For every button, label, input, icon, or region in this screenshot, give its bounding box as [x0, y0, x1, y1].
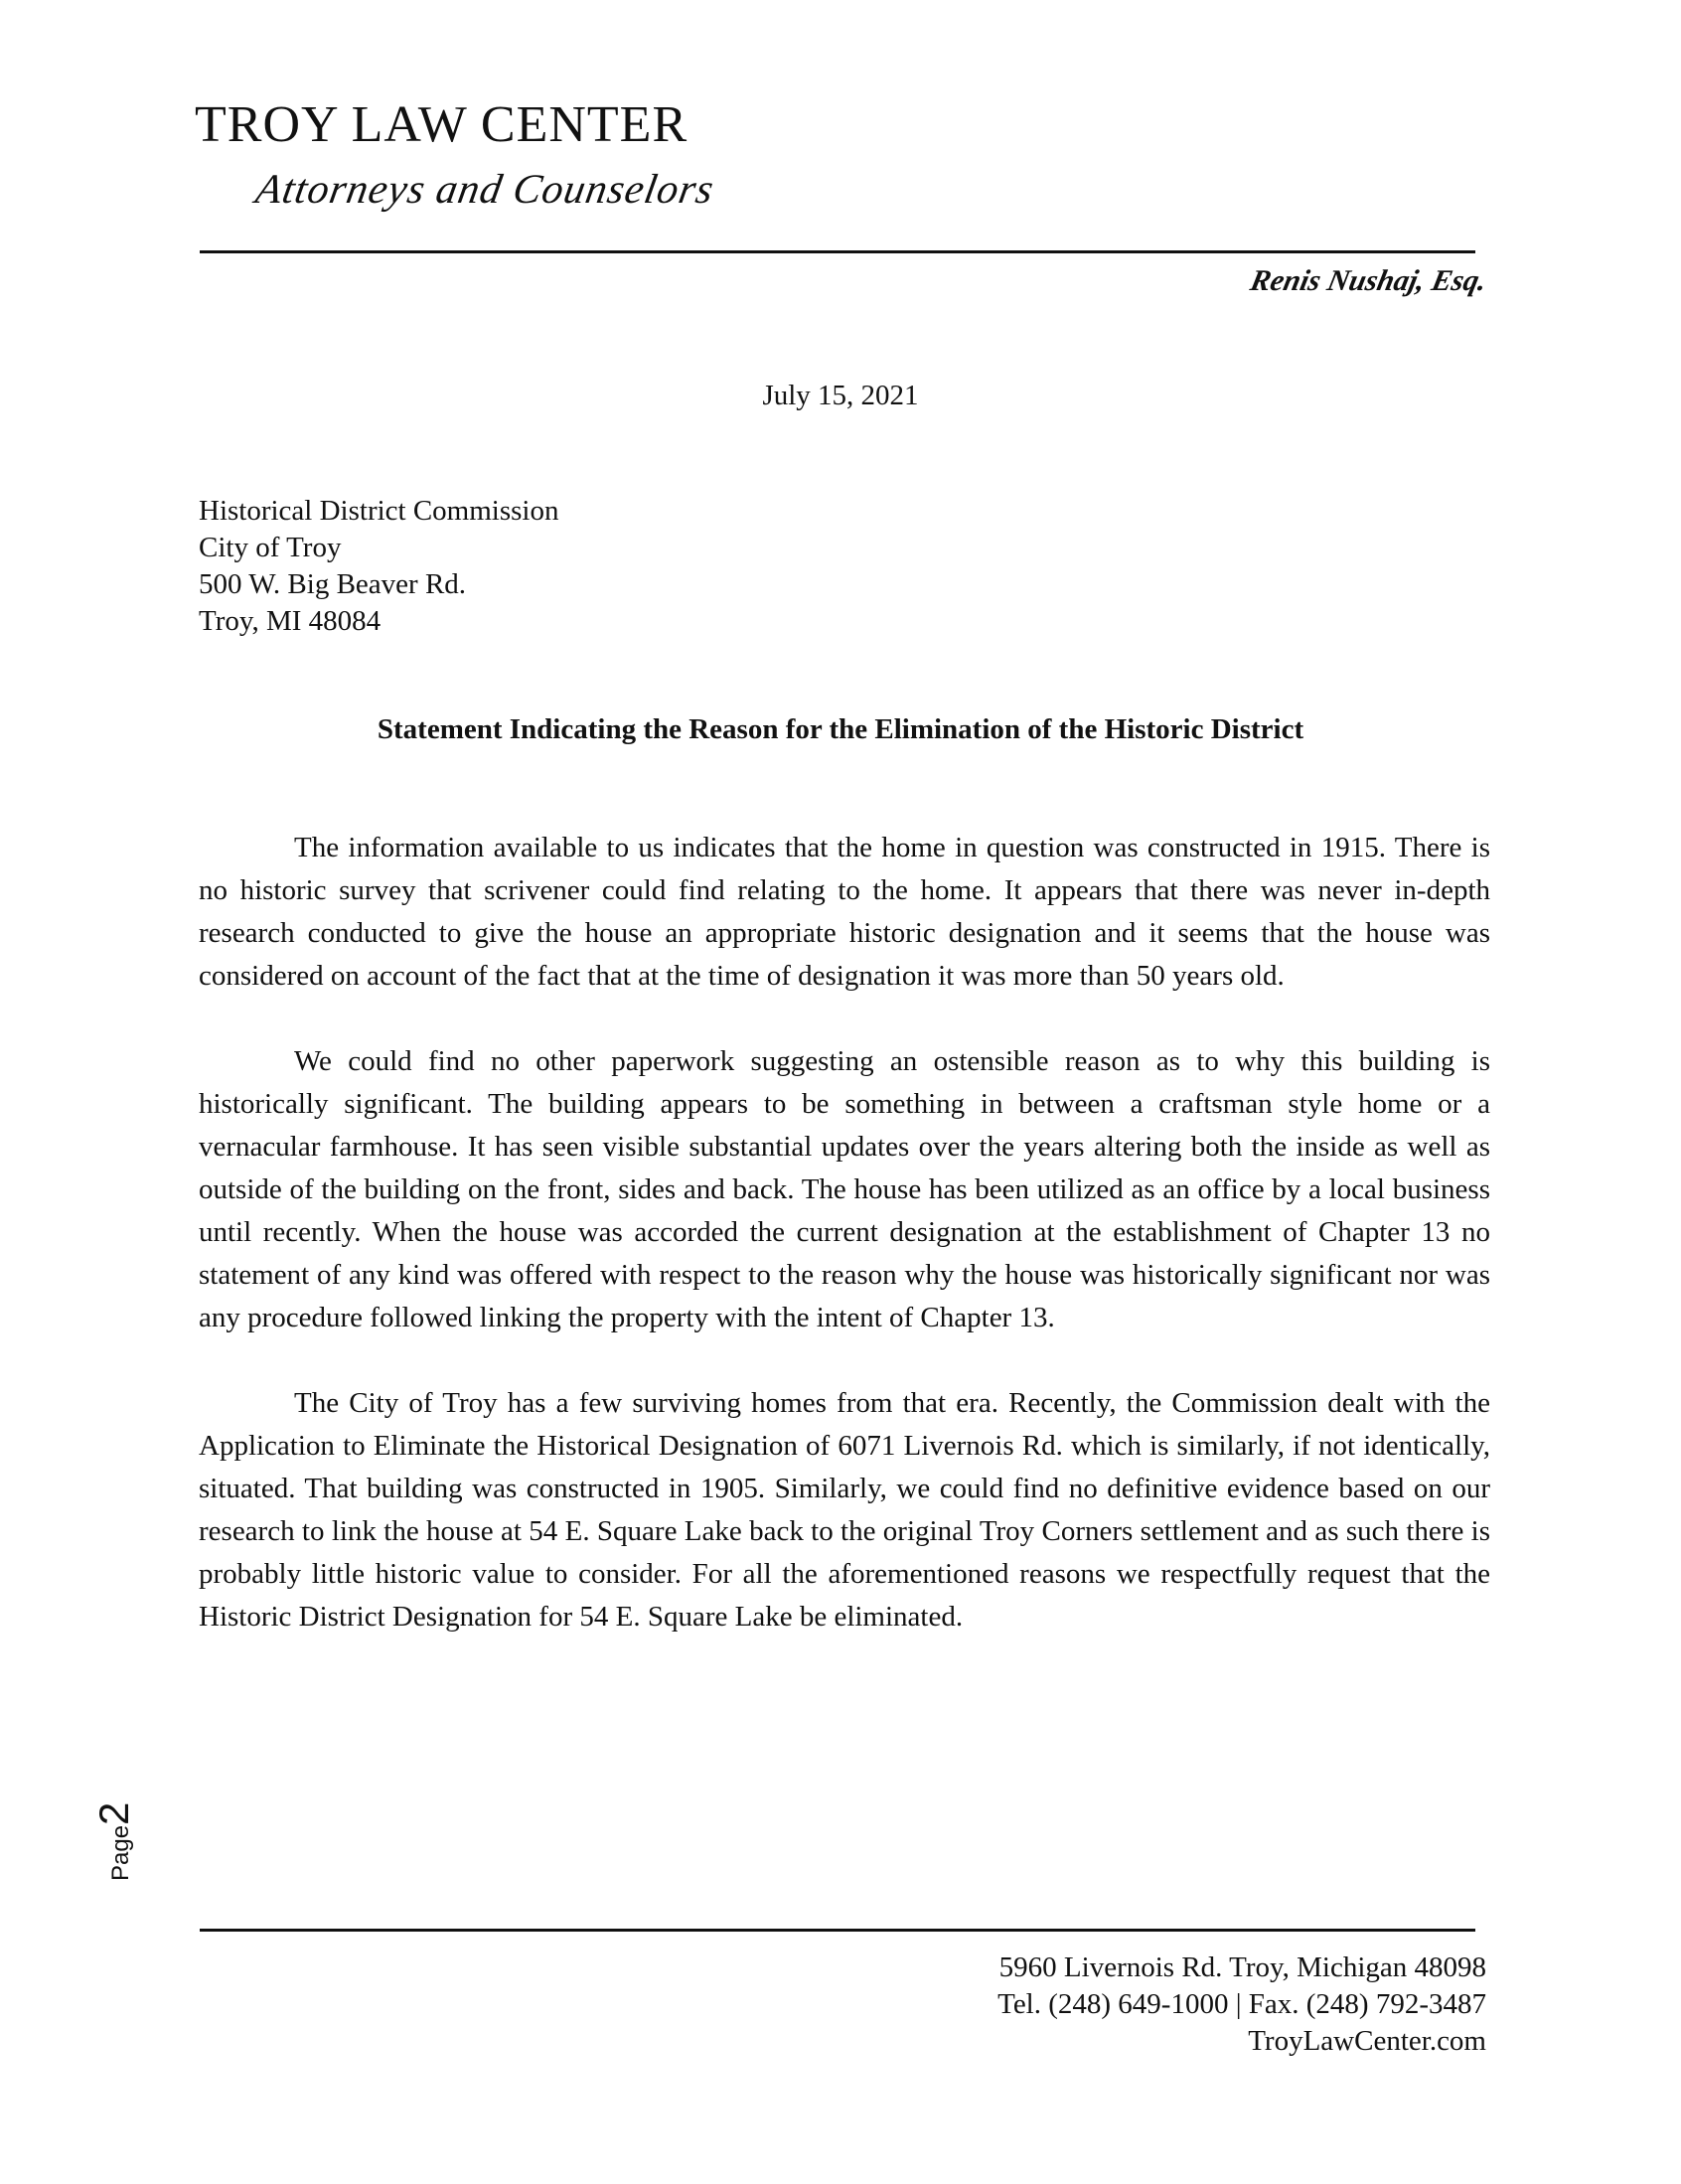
footer-website: TroyLawCenter.com: [1248, 2025, 1486, 2057]
page-label: Page: [107, 1824, 134, 1881]
recipient-line: City of Troy: [199, 532, 342, 563]
footer-contact: [997, 1950, 1486, 2060]
recipient-line: 500 W. Big Beaver Rd.: [199, 568, 467, 600]
letter-subject: Statement Indicating the Reason for the Elimination of the Historic District: [377, 713, 1304, 745]
recipient-line: Historical District Commission: [199, 495, 559, 527]
firm-name: TROY LAW CENTER: [195, 96, 688, 153]
header-divider: [200, 250, 1475, 253]
recipient-address: [199, 493, 559, 640]
letter-body: [199, 827, 1490, 1681]
footer-phone-fax: Tel. (248) 649-1000 | Fax. (248) 792-3487: [997, 1988, 1486, 2020]
footer-divider: [200, 1929, 1475, 1932]
body-paragraph: The City of Troy has a few surviving homes from that era. Recently, the Commission dealt with the Application to Eliminate the Historical Designation of 6071 Livernois Rd. which is similarly, if not identically, situated. That building was constructed in 1905. Similarly, we could find no definitive evidence based on our research to link the house at 54 E. Square Lake back to the original Troy Corners settlement and as such there is probably little historic value to consider. For all the aforementioned reasons we respectfully request that the Historic District Designation for 54 E. Square Lake be eliminated.: [199, 1387, 1490, 1633]
page-number: 2: [90, 1801, 137, 1825]
footer-address: 5960 Livernois Rd. Troy, Michigan 48098: [998, 1951, 1486, 1983]
attorney-signature: Renis Nushaj, Esq.: [1247, 264, 1490, 297]
body-paragraph: The information available to us indicates that the home in question was constructed in 1915. There is no historic survey that scrivener could find relating to the home. It appears that there was never in-depth research conducted to give the house an appropriate historic designation and it seems that the house was considered on account of the fact that at the time of designation it was more than 50 years old.: [199, 832, 1490, 992]
body-paragraph: We could find no other paperwork suggesting an ostensible reason as to why this building is historically significant. The building appears to be something in between a craftsman style home or a vernacular farmhouse. It has seen visible substantial updates over the years altering both the inside as well as outside of the building on the front, sides and back. The house has been utilized as an office by a local business until recently. When the house was accorded the current designation at the establishment of Chapter 13 no statement of any kind was offered with respect to the reason why the house was historically significant nor was any procedure followed linking the property with the intent of Chapter 13.: [199, 1045, 1490, 1333]
recipient-line: Troy, MI 48084: [199, 605, 382, 637]
letter-date: July 15, 2021: [762, 380, 919, 411]
page-number-marker: [89, 1752, 139, 1881]
firm-tagline: Attorneys and Counselors: [251, 167, 718, 213]
